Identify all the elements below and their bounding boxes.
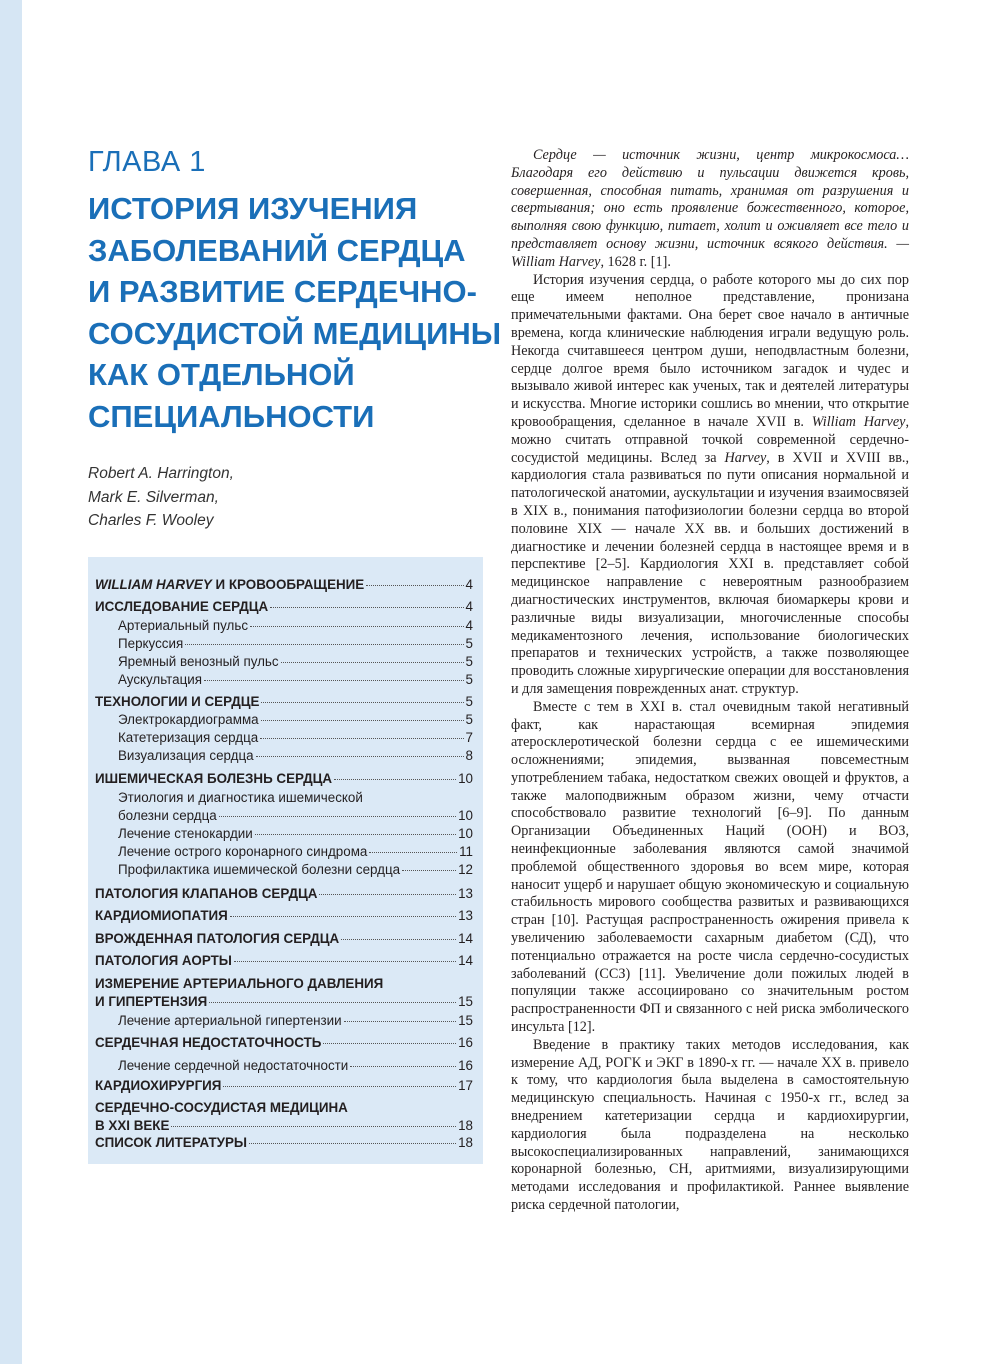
toc-entry[interactable]: [118, 712, 473, 727]
person-name: Harvey: [724, 449, 767, 466]
toc-page-number: 7: [465, 730, 473, 745]
toc-page-number: 10: [458, 826, 473, 841]
toc-leader-dots: [185, 644, 463, 645]
toc-entry[interactable]: [118, 862, 473, 877]
toc-page-number: 10: [458, 808, 473, 823]
toc-page-number: 15: [458, 1013, 473, 1028]
toc-page-number: 18: [458, 1118, 473, 1133]
toc-leader-dots: [261, 720, 464, 721]
toc-page-number: 14: [458, 953, 473, 968]
table-of-contents: [88, 557, 483, 1164]
toc-entry-title: Электрокардиограмма: [118, 712, 259, 727]
toc-entry-title: Лечение артериальной гипертензии: [118, 1013, 342, 1028]
toc-leader-dots: [369, 852, 457, 853]
paragraph-text: История изучения сердца, о работе которого мы до сих пор еще имеем неполное представление, пронизана примечательными фактами. Она берет свое начало в античные времена, когда клинические наблюдения играли ведущую роль. Некогда считавшееся центром души, неподвластным болезни, сердце долгое время было источником загадок и чудес и вызывало живой интерес как ученых, так и деятелей литературы и искусства. Многие историки сошлись во мнении, что открытие кровообращения, сделанное в начале XVII в.: [511, 271, 909, 430]
toc-page-number: 16: [458, 1035, 473, 1050]
toc-entry[interactable]: [95, 953, 473, 968]
toc-entry[interactable]: [95, 577, 473, 592]
toc-entry[interactable]: [95, 1135, 473, 1150]
paragraph: [511, 272, 909, 699]
toc-entry-title: ПАТОЛОГИЯ АОРТЫ: [95, 953, 232, 968]
toc-leader-dots: [219, 816, 456, 817]
toc-leader-dots: [281, 662, 464, 663]
toc-page-number: 10: [458, 771, 473, 786]
toc-entry-title: ВРОЖДЕННАЯ ПАТОЛОГИЯ СЕРДЦА: [95, 931, 340, 946]
toc-entry-line: Этиология и диагностика ишемической: [118, 790, 363, 805]
toc-entry-title: Лечение стенокардии: [118, 826, 253, 841]
toc-leader-dots: [402, 870, 456, 871]
toc-entry-line: ИЗМЕРЕНИЕ АРТЕРИАЛЬНОГО ДАВЛЕНИЯ: [95, 976, 384, 991]
chapter-title-line: КАК ОТДЕЛЬНОЙ: [88, 357, 355, 392]
toc-entry[interactable]: [118, 730, 473, 745]
toc-page-number: 4: [465, 599, 473, 614]
toc-page-number: 15: [458, 994, 473, 1009]
toc-page-number: 5: [465, 694, 473, 709]
toc-entry[interactable]: [95, 994, 473, 1009]
person-name: William Harvey: [811, 413, 906, 430]
toc-entry-title: КАРДИОМИОПАТИЯ: [95, 908, 228, 923]
page-edge-band: [0, 0, 22, 1364]
toc-leader-dots: [323, 1043, 456, 1044]
toc-entry[interactable]: [95, 599, 473, 614]
toc-page-number: 14: [458, 931, 473, 946]
toc-entry-title: Лечение сердечной недостаточности: [118, 1058, 349, 1073]
chapter-title-line: И РАЗВИТИЕ СЕРДЕЧНО-: [88, 274, 477, 309]
toc-entry-title: СПИСОК ЛИТЕРАТУРЫ: [95, 1135, 248, 1150]
toc-leader-dots: [366, 585, 463, 586]
paragraph-text: , в XVII и XVIII вв., кардиология стала развиваться по пути описания нормальной и патологической анатомии, аускультации и изучения взаимосвязей в XIX в., понимания патофизиологии болезни сердца во второй половине XIX — начале XX вв. и больших достижений в диагностике и лечении болезней сердца в настоящее время и в перспективе [2–5]. Кардиология XXI в. представляет собой медицинское направление с невероятным разнообразием диагностических инструментов, включая биомаркеры крови и различные виды визуализации, многочисленные способы медикаментозного лечения, использование биологических препаратов и технических устройств, а также позволяющее проводить сложные хирургические операции для восстановления и для замещения поврежденных анат. структур.: [511, 449, 910, 697]
toc-leader-dots: [204, 680, 464, 681]
author-list: [88, 462, 234, 533]
author-name: Mark E. Silverman,: [88, 488, 219, 506]
author-name: Charles F. Wooley: [88, 512, 214, 529]
toc-leader-dots: [171, 1126, 456, 1127]
toc-entry-title: Аускультация: [118, 672, 203, 687]
toc-entry[interactable]: [95, 771, 473, 786]
chapter-title-line: СПЕЦИАЛЬНОСТИ: [88, 398, 375, 434]
toc-page-number: 16: [458, 1058, 473, 1073]
chapter-title-line: СОСУДИСТОЙ МЕДИЦИНЫ: [88, 315, 502, 351]
toc-entry-title: ТЕХНОЛОГИИ И СЕРДЦЕ: [95, 694, 260, 709]
toc-entry-title: КАРДИОХИРУРГИЯ: [95, 1078, 222, 1093]
toc-entry-title: СЕРДЕЧНАЯ НЕДОСТАТОЧНОСТЬ: [95, 1035, 322, 1050]
toc-leader-dots: [249, 1143, 456, 1144]
toc-page-number: 5: [465, 636, 473, 651]
toc-leader-dots: [230, 916, 456, 917]
epigraph-text: Сердце — источник жизни, центр микрокосмоса… Благодаря его действию и пульсации движется кровь, совершенная, способная питать, хранимая от разрушения и свертывания; оно есть проявление божественного, которое, выполняя свою функцию, питает, холит и оживляет все тело и представляет основу жизни, источник всякого действия. —: [511, 147, 909, 252]
toc-entry-title: В XXI ВЕКЕ: [95, 1118, 170, 1133]
toc-entry[interactable]: [95, 1035, 473, 1050]
toc-leader-dots: [223, 1086, 456, 1087]
toc-page-number: 13: [458, 886, 473, 901]
toc-entry[interactable]: [118, 672, 473, 687]
toc-entry-title: ИССЛЕДОВАНИЕ СЕРДЦА: [95, 599, 269, 614]
epigraph-author: William Harvey: [511, 253, 601, 270]
toc-page-number: 5: [465, 654, 473, 669]
paragraph: Введение в практику таких методов исследования, как измерение АД, РОГК и ЭКГ в 1890-х гг. — начале XX в. привело к тому, что кардиология была выделена в самостоятельную медицинскую специальность. Начиная с 1950-х гг., вслед за внедрением катетеризации сердца и кардиохирургии, кардиология была подразделена на несколько высокоспециализированных направлений, занимающихся коронарной болезнью, СН, аритмиями, визуализирующими методами исследования и профилактикой. Раннее выявление риска сердечной патологии,: [511, 1036, 909, 1214]
toc-leader-dots: [270, 607, 463, 608]
toc-entry-title: И ГИПЕРТЕНЗИЯ: [95, 994, 208, 1009]
toc-entry[interactable]: [118, 654, 473, 669]
toc-entry[interactable]: [118, 808, 473, 823]
toc-entry-title: болезни сердца: [118, 808, 217, 823]
toc-entry-title: ИШЕМИЧЕСКАЯ БОЛЕЗНЬ СЕРДЦА: [95, 771, 333, 786]
paragraph-text: , можно считать отправной точкой современной сердечно-сосудистой медицины. Вслед за: [511, 413, 909, 466]
toc-leader-dots: [209, 1002, 456, 1003]
toc-page-number: 13: [458, 908, 473, 923]
author-name: Robert A. Harrington,: [88, 465, 234, 482]
toc-leader-dots: [255, 834, 456, 835]
toc-leader-dots: [250, 626, 464, 627]
toc-page-number: 4: [465, 618, 473, 633]
toc-entry[interactable]: [118, 1013, 473, 1028]
toc-page-number: 12: [458, 862, 473, 877]
chapter-label: ГЛАВА 1: [88, 146, 206, 178]
toc-entry[interactable]: [95, 908, 473, 923]
chapter-title: [88, 188, 502, 437]
toc-leader-dots: [319, 894, 456, 895]
toc-entry[interactable]: [95, 694, 473, 709]
toc-entry[interactable]: [95, 1078, 473, 1093]
epigraph: [511, 147, 909, 272]
toc-leader-dots: [350, 1066, 456, 1067]
toc-entry[interactable]: [118, 844, 473, 859]
toc-page-number: 5: [465, 672, 473, 687]
toc-leader-dots: [234, 961, 456, 962]
toc-page-number: 17: [458, 1078, 473, 1093]
toc-entry-title: ПАТОЛОГИЯ КЛАПАНОВ СЕРДЦА: [95, 886, 318, 901]
toc-entry-title: Артериальный пульс: [118, 618, 249, 633]
toc-entry-title: Визуализация сердца: [118, 748, 254, 763]
toc-page-number: 4: [465, 577, 473, 592]
toc-entry-title: Катетеризация сердца: [118, 730, 259, 745]
toc-entry-title: Яремный венозный пульс: [118, 654, 279, 669]
toc-entry[interactable]: [95, 931, 473, 946]
toc-page-number: 11: [459, 844, 473, 859]
toc-leader-dots: [344, 1021, 456, 1022]
toc-page-number: 18: [458, 1135, 473, 1150]
toc-entry[interactable]: [118, 1058, 473, 1073]
paragraph: Вместе с тем в XXI в. стал очевидным такой негативный факт, как нарастающая всемирная эпидемия атеросклеротической болезни сердца с ее ишемическими осложнениями; эпидемия, вызванная повсеместным употреблением табака, недостатком свежих овощей и фруктов, а также малоподвижным образом жизни, чему отчасти способствовало развитие технологий [6–9]. По данным Организации Объединенных Наций (ООН) и ВОЗ, неинфекционные заболевания являются самой значимой проблемой общественного здоровья во всем мире, которая наносит ущерб и нарушает общую экономическую и социальную стабильность мирового сообщества развитых и развивающихся стран [10]. Растущая распространенность ожирения привела к увеличению заболеваемости сахарным диабетом (СД), что потенциально отражается на росте числа сердечно-сосудистых заболеваний (ССЗ) [11]. Увеличение доли пожилых людей в популяции также ассоциировано со значительным ростом распространенности ФП и связанного с ней риска эмболического инсульта [12].: [511, 698, 909, 1036]
toc-entry-title: Лечение острого коронарного синдрома: [118, 844, 368, 859]
toc-page-number: 5: [465, 712, 473, 727]
toc-leader-dots: [260, 738, 463, 739]
toc-entry-title: Профилактика ишемической болезни сердца: [118, 862, 401, 877]
chapter-title-line: ЗАБОЛЕВАНИЙ СЕРДЦА: [88, 232, 466, 268]
epigraph-year: , 1628 г. [1].: [600, 253, 671, 270]
chapter-title-line: ИСТОРИЯ ИЗУЧЕНИЯ: [88, 191, 418, 226]
toc-entry[interactable]: [118, 636, 473, 651]
toc-leader-dots: [261, 702, 463, 703]
toc-leader-dots: [256, 756, 464, 757]
toc-page-number: 8: [465, 748, 473, 763]
body-text-column: [511, 147, 909, 1215]
toc-entry[interactable]: [118, 826, 473, 841]
toc-entry[interactable]: [95, 1118, 473, 1133]
toc-entry[interactable]: [118, 618, 473, 633]
toc-leader-dots: [334, 779, 456, 780]
toc-entry-title: WILLIAM HARVEY И КРОВООБРАЩЕНИЕ: [95, 577, 365, 592]
toc-entry-line: СЕРДЕЧНО-СОСУДИСТАЯ МЕДИЦИНА: [95, 1100, 348, 1115]
toc-entry[interactable]: [95, 886, 473, 901]
toc-leader-dots: [341, 939, 456, 940]
toc-entry[interactable]: [118, 748, 473, 763]
toc-entry-title: Перкуссия: [118, 636, 184, 651]
